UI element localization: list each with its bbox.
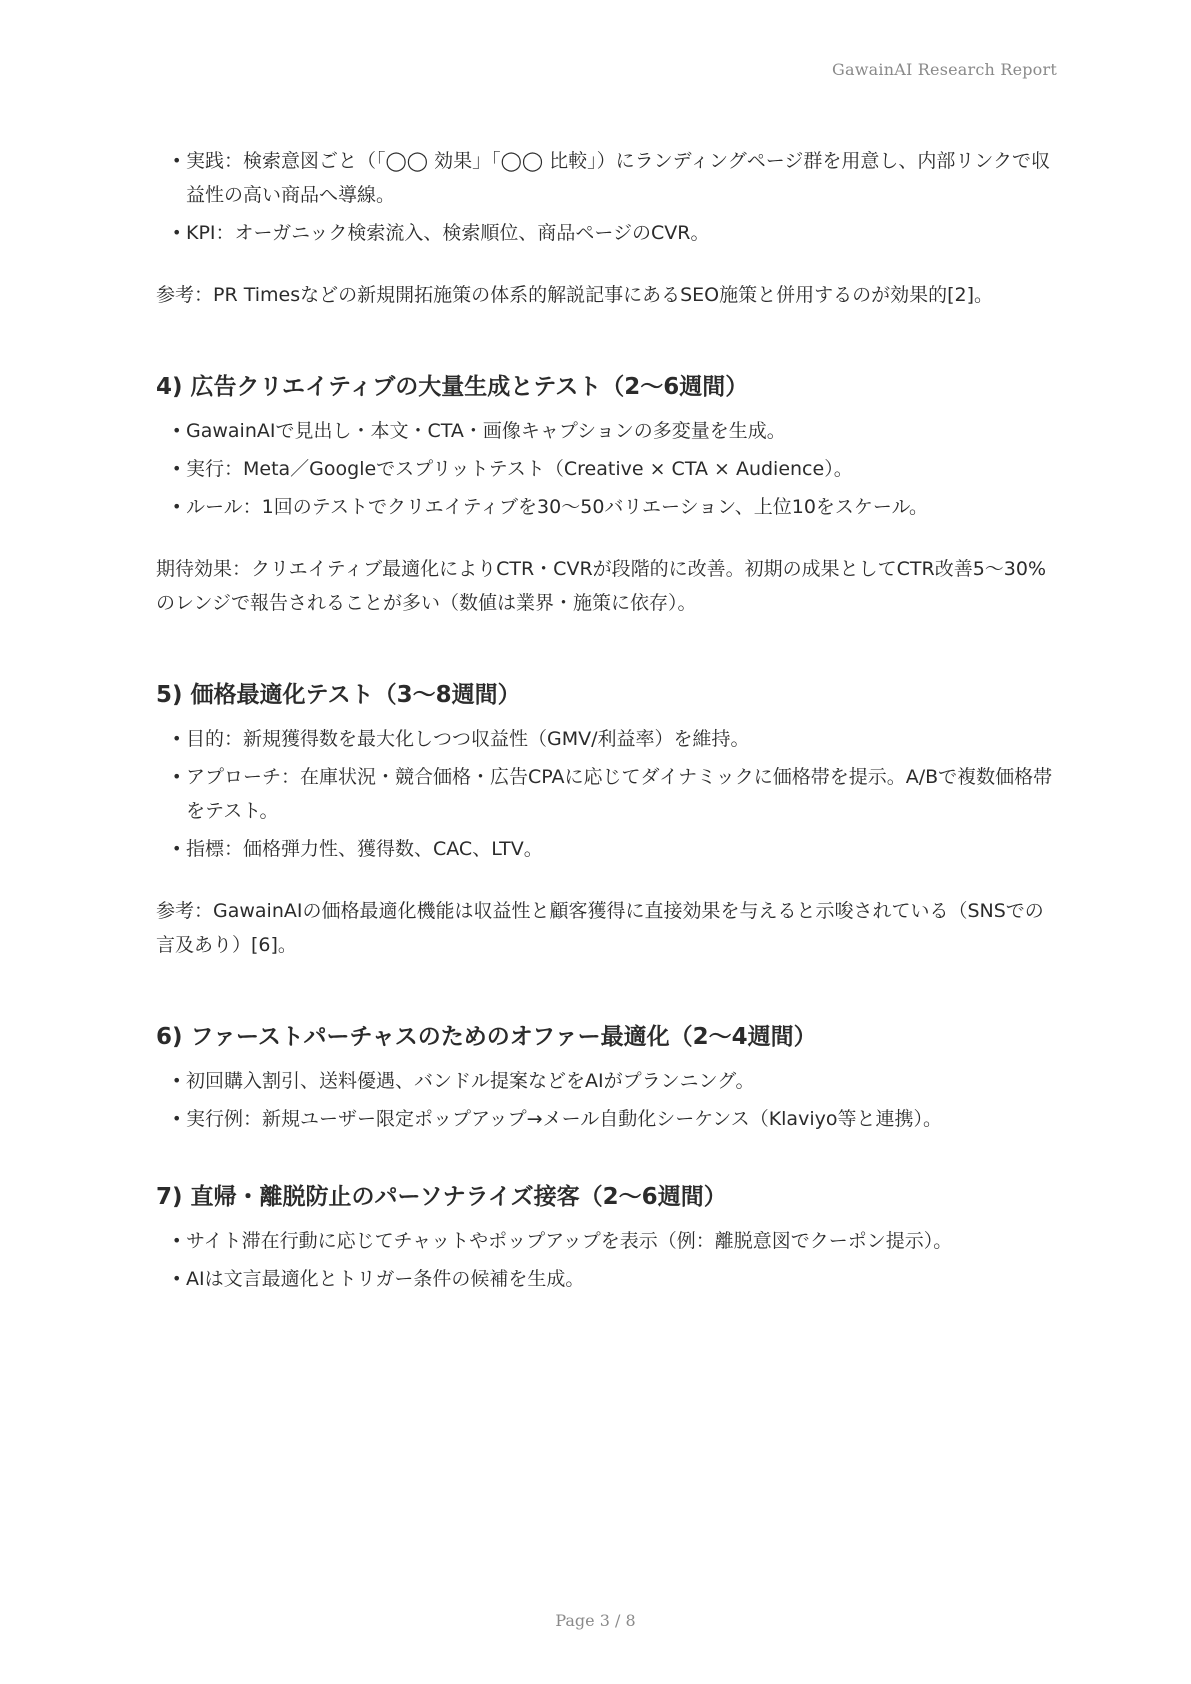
report-body [156,144,1056,1300]
section-bullet-list [156,1224,1056,1296]
expected-effect-note: 期待効果：クリエイティブ最適化によりCTR・CVRが段階的に改善。初期の成果としてCTR改善5〜30%のレンジで報告されることが多い（数値は業界・施策に依存）。 [156,558,1047,614]
section-heading-personalized-engagement: 7) 直帰・離脱防止のパーソナライズ接客（2〜6週間） [156,1184,727,1210]
section-heading-first-purchase-offer: 6) ファーストパーチャスのためのオファー最適化（2〜4週間） [156,1024,817,1050]
section-heading-price-optimization: 5) 価格最適化テスト（3〜8週間） [156,682,521,708]
list-item: • 実践：検索意図ごと（「◯◯ 効果」「◯◯ 比較」）にランディングページ群を用意し、内部リンクで収益性の高い商品へ導線。 [174,144,1056,212]
list-item: • 実行例：新規ユーザー限定ポップアップ→メール自動化シーケンス（Klaviyo等と連携）。 [174,1102,1056,1136]
list-item: • 指標：価格弾力性、獲得数、CAC、LTV。 [174,832,1056,866]
list-item: • ルール：1回のテストでクリエイティブを30〜50バリエーション、上位10をスケール。 [174,490,1056,524]
page-number: Page 3 / 8 [555,1611,636,1630]
section-bullet-list [156,1064,1056,1136]
list-item: • サイト滞在行動に応じてチャットやポップアップを表示（例：離脱意図でクーポン提示）。 [174,1224,1056,1258]
section-heading-ad-creative: 4) 広告クリエイティブの大量生成とテスト（2〜6週間） [156,374,749,400]
intro-bullet-list [156,144,1056,250]
list-item: • アプローチ：在庫状況・競合価格・広告CPAに応じてダイナミックに価格帯を提示。A/Bで複数価格帯をテスト。 [174,760,1056,828]
reference-note: 参考：PR Timesなどの新規開拓施策の体系的解説記事にあるSEO施策と併用するのが効果的[2]。 [156,284,994,306]
section-bullet-list [156,722,1056,866]
list-item: • AIは文言最適化とトリガー条件の候補を生成。 [174,1262,1056,1296]
list-item: • 実行：Meta／Googleでスプリットテスト（Creative × CTA × Audience）。 [174,452,1056,486]
list-item: • GawainAIで見出し・本文・CTA・画像キャプションの多変量を生成。 [174,414,1056,448]
section-bullet-list [156,414,1056,524]
reference-note: 参考：GawainAIの価格最適化機能は収益性と顧客獲得に直接効果を与えると示唆されている（SNSでの言及あり）[6]。 [156,900,1044,956]
list-item: • KPI：オーガニック検索流入、検索順位、商品ページのCVR。 [174,216,1056,250]
report-header: GawainAI Research Report [832,60,1057,79]
list-item: • 目的：新規獲得数を最大化しつつ収益性（GMV/利益率）を維持。 [174,722,1056,756]
list-item: • 初回購入割引、送料優遇、バンドル提案などをAIがプランニング。 [174,1064,1056,1098]
